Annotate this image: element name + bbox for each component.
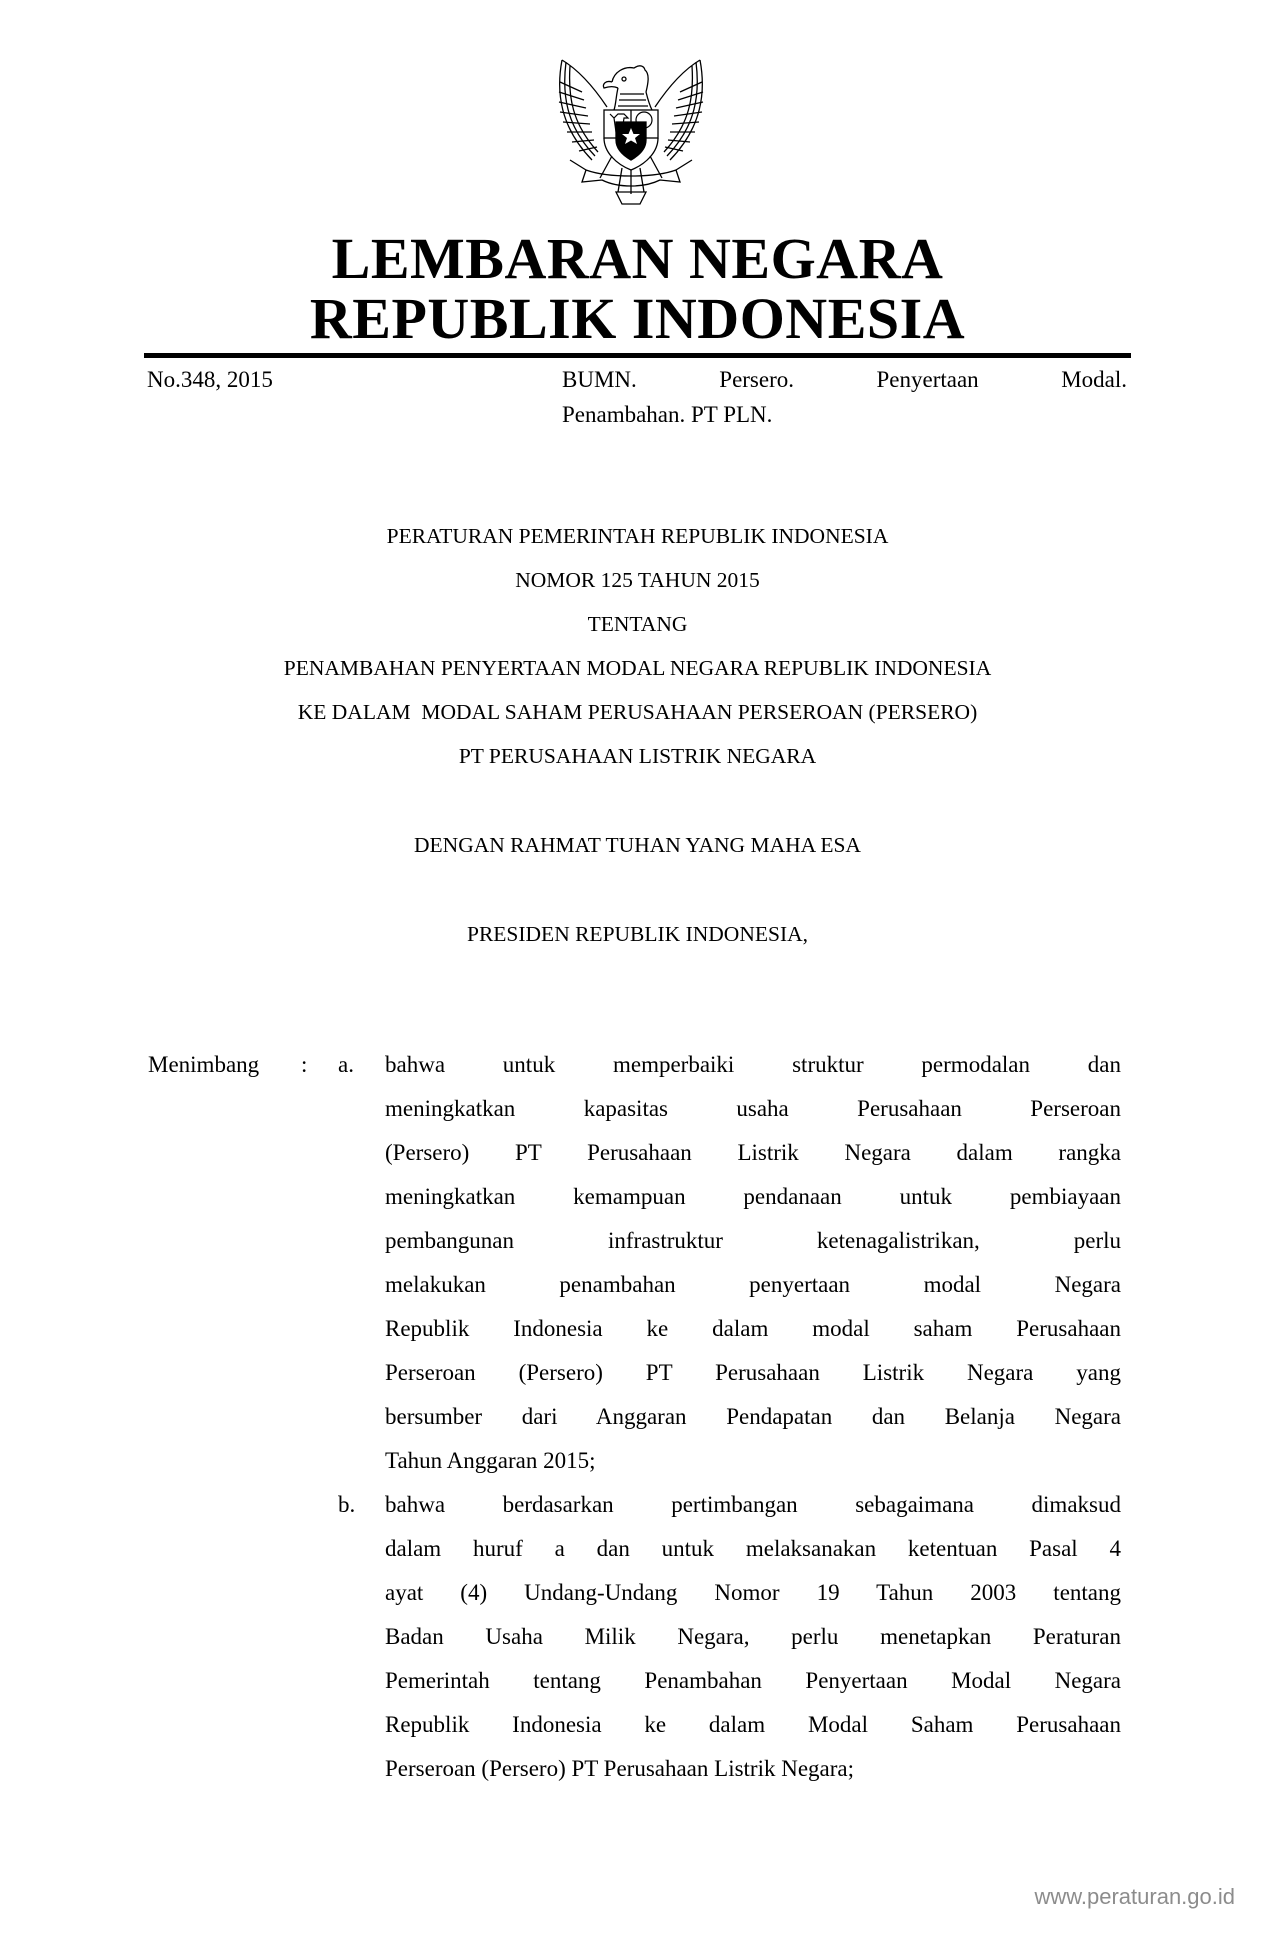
regulation-title [0, 514, 1275, 778]
title-line: PERATURAN PEMERINTAH REPUBLIK INDONESIA [386, 524, 889, 548]
president-heading: PRESIDEN REPUBLIK INDONESIA, [466, 922, 809, 946]
text-line: meningkatkan kapasitas usaha Perusahaan Perseroan [385, 1096, 1121, 1121]
text-line: bahwa untuk memperbaiki struktur permodalan dan [385, 1052, 1121, 1077]
consideration-item-b [385, 1483, 1121, 1791]
title-line: PT PERUSAHAAN LISTRIK NEGARA [458, 744, 817, 768]
gazette-subject-line2: Penambahan. PT PLN. [562, 402, 773, 427]
masthead-title-line1: LEMBARAN NEGARA [331, 226, 944, 291]
gazette-subject-line1: BUMN. Persero. Penyertaan Modal. [562, 367, 1127, 392]
text-line: Perseroan (Persero) PT Perusahaan Listrik Negara yang [385, 1360, 1121, 1385]
text-line: bersumber dari Anggaran Pendapatan dan Belanja Negara [385, 1404, 1121, 1429]
considerations-label: Menimbang [148, 1052, 260, 1077]
text-line: dalam huruf a dan untuk melaksanakan ketentuan Pasal 4 [385, 1536, 1121, 1561]
gazette-number: No.348, 2015 [147, 367, 273, 392]
masthead-rule-divider [144, 353, 1131, 358]
text-line: bahwa berdasarkan pertimbangan sebagaimana dimaksud [385, 1492, 1121, 1517]
text-line: pembangunan infrastruktur ketenagalistrikan, perlu [385, 1228, 1121, 1253]
website-watermark-link[interactable]: www.peraturan.go.id [1034, 1884, 1235, 1909]
text-line: ayat (4) Undang-Undang Nomor 19 Tahun 2003 tentang [385, 1580, 1121, 1605]
consideration-item-a [385, 1043, 1121, 1483]
text-line: melakukan penambahan penyertaan modal Negara [385, 1272, 1121, 1297]
item-marker-a: a. [338, 1052, 354, 1077]
text-line: Perseroan (Persero) PT Perusahaan Listrik Negara; [385, 1756, 855, 1781]
item-marker-b: b. [338, 1492, 356, 1517]
text-line: (Persero) PT Perusahaan Listrik Negara dalam rangka [385, 1140, 1121, 1165]
title-line: NOMOR 125 TAHUN 2015 [515, 568, 760, 592]
text-line: meningkatkan kemampuan pendanaan untuk pembiayaan [385, 1184, 1121, 1209]
title-line: PENAMBAHAN PENYERTAAN MODAL NEGARA REPUBLIK INDONESIA [283, 656, 992, 680]
text-line: Pemerintah tentang Penambahan Penyertaan Modal Negara [385, 1668, 1121, 1693]
title-line: KE DALAM MODAL SAHAM PERUSAHAAN PERSEROAN (PERSERO) [297, 700, 978, 724]
garuda-emblem-logo [552, 52, 710, 214]
text-line: Republik Indonesia ke dalam modal saham Perusahaan [385, 1316, 1121, 1341]
text-line: Badan Usaha Milik Negara, perlu menetapkan Peraturan [385, 1624, 1121, 1649]
title-line: TENTANG [587, 612, 688, 636]
considerations-colon: : [301, 1052, 308, 1077]
garuda-emblem-icon [552, 52, 710, 214]
salutation: DENGAN RAHMAT TUHAN YANG MAHA ESA [414, 833, 861, 857]
masthead-title-line2: REPUBLIK INDONESIA [309, 286, 966, 351]
text-line: Republik Indonesia ke dalam Modal Saham Perusahaan [385, 1712, 1121, 1737]
text-line: Tahun Anggaran 2015; [385, 1448, 596, 1473]
